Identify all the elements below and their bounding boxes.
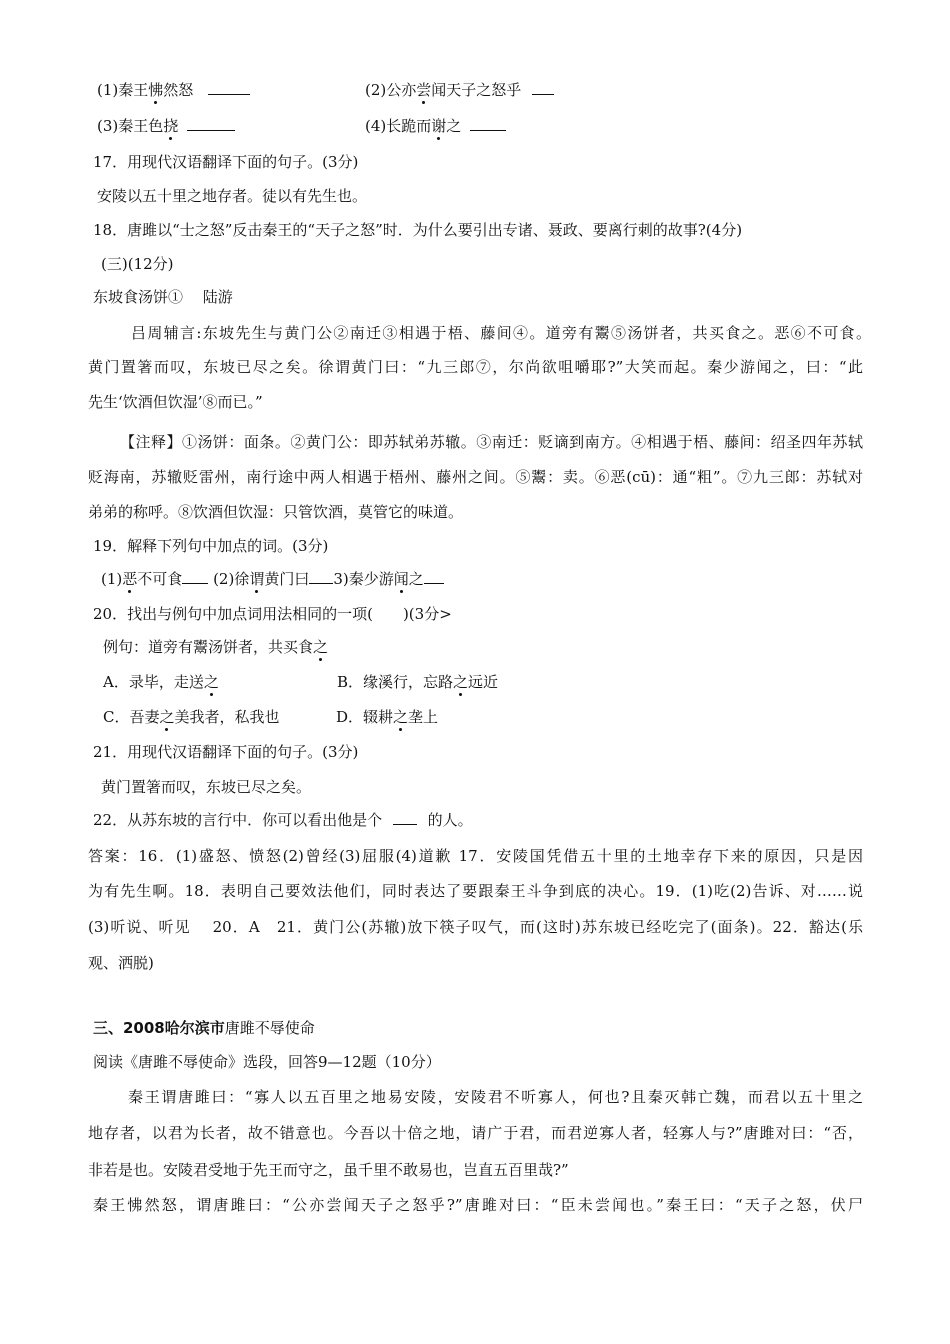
q20-option-c[interactable]: C．吾妻之美我者，私我也 [103, 708, 280, 726]
q19-question: 19．解释下列句中加点的词。(3分) [93, 537, 329, 555]
q16-item-4: (4)长跪而谢之 [365, 116, 506, 136]
part3-notes-line-2: 贬海南，苏辙贬雷州，南行途中两人相遇于梧州、藤州之间。⑤鬻：卖。⑥恶(cū)：通“粗”。⑦九三郎：苏轼对 [88, 468, 863, 486]
q22-question: 22．从苏东坡的言行中．你可以看出他是个 的人。 [93, 811, 473, 829]
dotted-char: 之 [203, 673, 219, 691]
dotted-char: 之 [313, 638, 329, 656]
dotted-char: 之 [159, 708, 175, 726]
passage-line-1: 秦王谓唐雎曰：“寡人以五百里之地易安陵，安陵君不听寡人，何也?且秦灭韩亡魏，而君以五十里之 [128, 1088, 863, 1106]
dotted-char: 闻 [393, 570, 409, 588]
answer-blank[interactable] [187, 116, 235, 131]
part3-para-line-3: 先生‘饮酒但饮湿’⑧而已。” [88, 393, 263, 411]
dotted-char: 尝 [416, 81, 432, 99]
dotted-char: 之 [453, 673, 469, 691]
dotted-char: 谓 [249, 570, 265, 588]
q21-sentence: 黄门置箸而叹，东坡已尽之矣。 [101, 778, 312, 796]
q20-question: 20．找出与例句中加点词用法相同的一项( )(3分> [93, 605, 452, 623]
answer-line-1: 答案：16．(1)盛怒、愤怒(2)曾经(3)屈服(4)道歉 17．安陵国凭借五十里的土地幸存下来的原因，只是因 [88, 847, 863, 865]
answer-blank[interactable] [393, 810, 417, 825]
q20-option-d[interactable]: D．辍耕之垄上 [336, 708, 439, 726]
dotted-char: 怫 [148, 81, 164, 99]
answer-blank[interactable] [470, 116, 506, 131]
section-intro: 阅读《唐雎不辱使命》选段，回答9—12题（10分） [93, 1053, 441, 1071]
q20-option-a[interactable]: A．录毕，走送之 [103, 673, 219, 691]
passage-line-4: 秦王怫然怒，谓唐雎曰：“公亦尝闻天子之怒乎?”唐雎对曰：“臣未尝闻也。”秦王曰：“天子之怒，伏尸 [93, 1196, 863, 1214]
answer-line-2: 为有先生啊。18．表明自己要效法他们，同时表达了要跟秦王斗争到底的决心。19．(1)吃(2)告诉、对……说 [88, 882, 863, 900]
dotted-char: 谢 [431, 117, 447, 135]
part3-para-line-1: 吕周辅言:东坡先生与黄门公②南迁③相遇于梧、藤间④。道旁有鬻⑤汤饼者，共买食之。恶⑥不可食。 [131, 324, 871, 342]
q21-question: 21．用现代汉语翻译下面的句子。(3分) [93, 743, 359, 761]
part3-para-line-2: 黄门置箸而叹，东坡已尽之矣。徐谓黄门曰：“九三郎⑦，尔尚欲咀嚼耶?”大笑而起。秦少游闻之，曰：“此 [88, 358, 863, 376]
answer-blank[interactable] [532, 80, 554, 95]
dotted-char: 恶 [122, 570, 138, 588]
q20-example: 例句：道旁有鬻汤饼者，共买食之 [103, 638, 329, 656]
section-heading: 三、2008哈尔滨市唐雎不辱使命 [93, 1019, 315, 1037]
q16-item-3: (3)秦王色挠 [97, 116, 235, 136]
answer-line-3: (3)听说、听见 20．A 21．黄门公(苏辙)放下筷子叹气，而(这时)苏东坡已经吃完了(面条)。22．豁达(乐 [88, 918, 863, 936]
q20-option-b[interactable]: B．缘溪行，忘路之远近 [337, 673, 499, 691]
part3-notes-line-3: 弟弟的称呼。⑧饮酒但饮湿：只管饮酒，莫管它的味道。 [88, 503, 464, 521]
q18-question: 18．唐雎以“士之怒”反击秦王的“天子之怒”时．为什么要引出专诸、聂政、要离行刺的故事?(4分) [93, 221, 743, 239]
part3-notes-line-1: 【注释】①汤饼：面条。②黄门公：即苏轼弟苏辙。③南迁：贬谪到南方。④相遇于梧、藤间：绍圣四年苏轼 [120, 433, 863, 451]
answer-blank[interactable] [208, 80, 250, 95]
q19-items: (1)恶不可食 (2)徐谓黄门曰 3)秦少游闻之 [101, 569, 444, 589]
passage-line-3: 非若是也。安陵君受地于先王而守之，虽千里不敢易也，岂直五百里哉?” [88, 1161, 569, 1179]
answer-blank[interactable] [182, 569, 208, 584]
q16-item-2: (2)公亦尝闻天子之怒乎 [365, 80, 554, 100]
dotted-char: 之 [393, 708, 409, 726]
q17-question: 17．用现代汉语翻译下面的句子。(3分) [93, 153, 359, 171]
passage-line-2: 地存者，以君为长者，故不错意也。今吾以十倍之地，请广于君，而君逆寡人者，轻寡人与?”唐雎对曰：“否， [88, 1124, 863, 1142]
answer-blank[interactable] [424, 569, 444, 584]
dotted-char: 挠 [163, 117, 179, 135]
part3-title: 东坡食汤饼① 陆游 [93, 288, 233, 306]
q17-sentence: 安陵以五十里之地存者。徒以有先生也。 [97, 187, 368, 205]
q16-item-1: (1)秦王怫然怒 [97, 80, 250, 100]
part3-header: (三)(12分) [101, 255, 174, 273]
answer-line-4: 观、洒脱) [88, 954, 154, 972]
answer-blank[interactable] [309, 569, 333, 584]
